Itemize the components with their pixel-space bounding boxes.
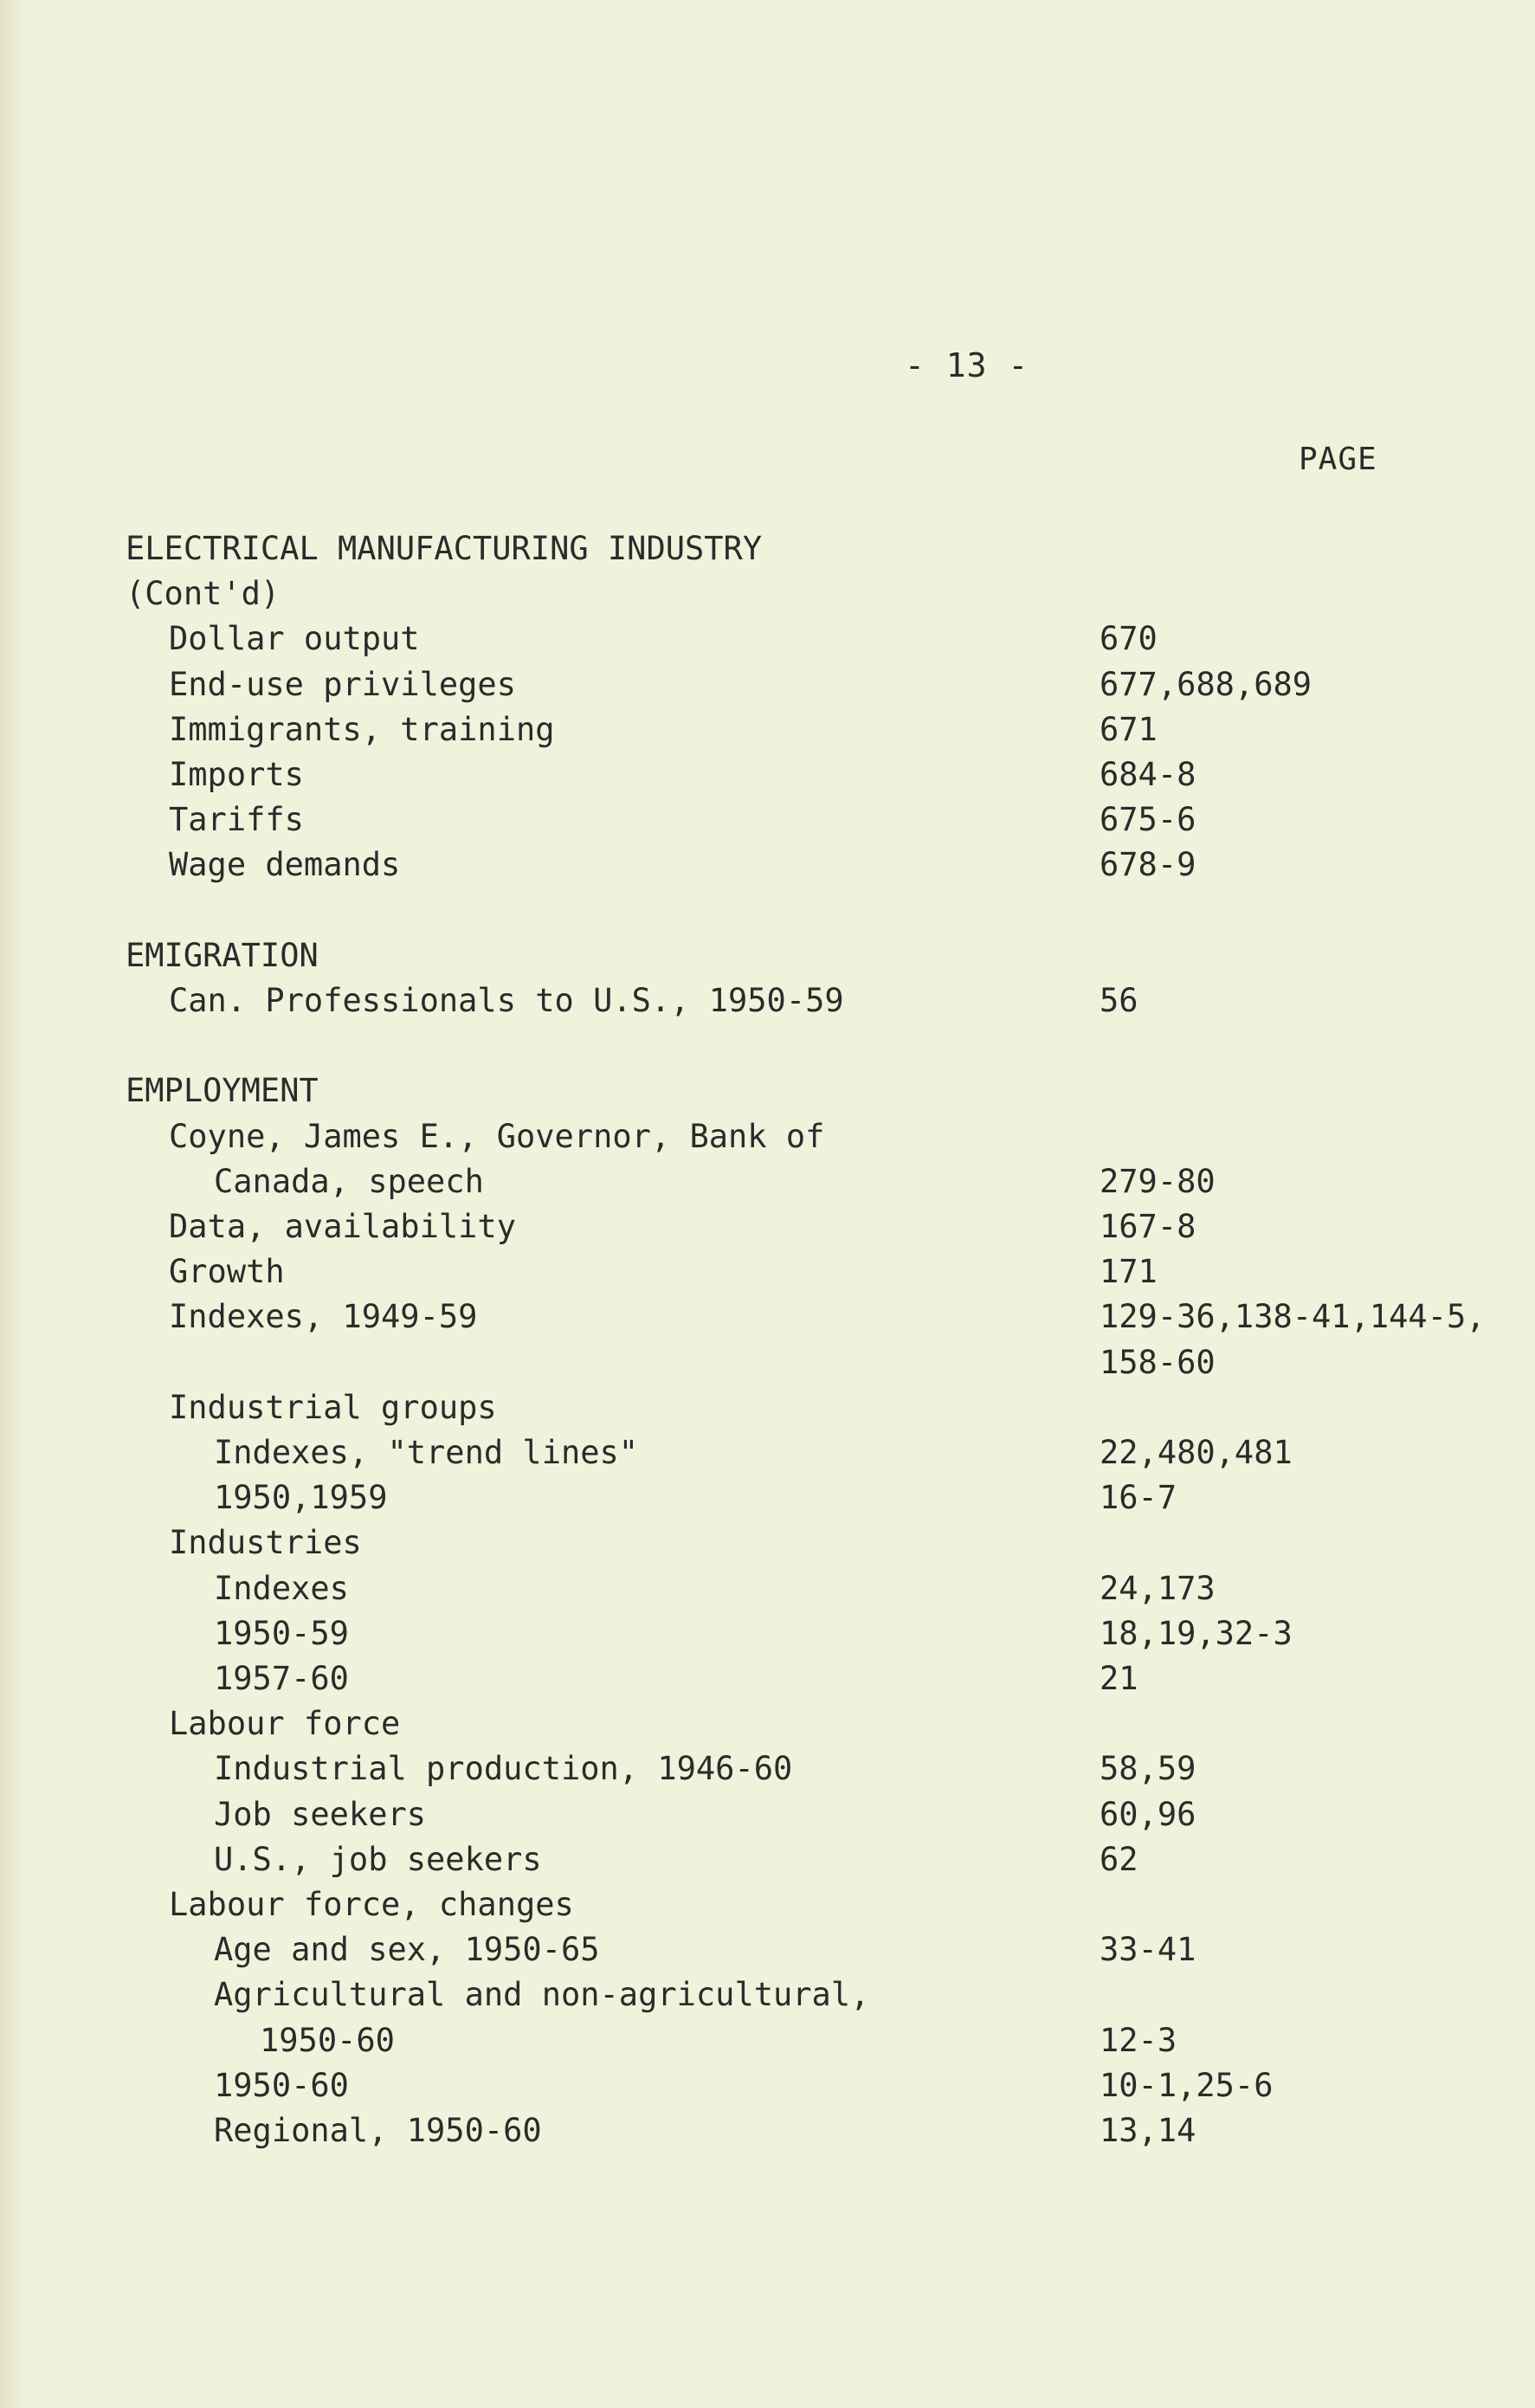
index-term: 1950-60 xyxy=(260,2022,395,2059)
index-entry xyxy=(0,1566,1535,1611)
index-entry xyxy=(0,1068,1535,1114)
index-entry xyxy=(0,1746,1535,1791)
index-entry xyxy=(0,571,1535,617)
index-term: Industrial groups xyxy=(169,1389,497,1426)
index-page-refs: 12-3 xyxy=(1100,2022,1177,2059)
index-entry xyxy=(0,1385,1535,1430)
index-page-refs: 24,173 xyxy=(1100,1570,1216,1607)
index-term: End-use privileges xyxy=(169,666,516,703)
index-page-refs: 22,480,481 xyxy=(1100,1434,1293,1471)
index-page-refs: 678-9 xyxy=(1100,846,1196,883)
index-entry xyxy=(0,1159,1535,1204)
index-term: 1957-60 xyxy=(214,1660,349,1697)
index-page-refs: 670 xyxy=(1100,620,1158,657)
index-term: Coyne, James E., Governor, Bank of xyxy=(169,1118,825,1155)
index-entry xyxy=(0,842,1535,888)
index-term: 1950-60 xyxy=(214,2067,349,2104)
index-term: Indexes xyxy=(214,1570,349,1607)
index-entry xyxy=(0,1656,1535,1701)
index-entry xyxy=(0,1792,1535,1837)
index-page-refs: 18,19,32-3 xyxy=(1100,1615,1293,1652)
index-term: Can. Professionals to U.S., 1950-59 xyxy=(169,982,844,1019)
index-term: EMPLOYMENT xyxy=(126,1072,319,1109)
index-term: U.S., job seekers xyxy=(214,1841,542,1878)
index-entry xyxy=(0,1294,1535,1340)
index-page-refs: 60,96 xyxy=(1100,1796,1196,1833)
index-page-refs: 16-7 xyxy=(1100,1479,1177,1516)
index-term: Data, availability xyxy=(169,1208,516,1245)
index-entry xyxy=(0,888,1535,933)
index-term: 1950,1959 xyxy=(214,1479,388,1516)
index-term: ELECTRICAL MANUFACTURING INDUSTRY xyxy=(126,530,763,567)
index-entry xyxy=(0,1204,1535,1249)
index-page-refs: 33-41 xyxy=(1100,1931,1196,1968)
index-term: Industrial production, 1946-60 xyxy=(214,1750,793,1787)
index-term: Agricultural and non-agricultural, xyxy=(214,1976,870,2013)
index-entry xyxy=(0,797,1535,842)
page-column-label: PAGE xyxy=(1299,442,1377,477)
index-term: Canada, speech xyxy=(214,1163,484,1200)
index-entry xyxy=(0,662,1535,707)
index-term: Indexes, "trend lines" xyxy=(214,1434,639,1471)
index-entry xyxy=(0,1701,1535,1746)
index-entry xyxy=(0,752,1535,797)
index-page-refs: 279-80 xyxy=(1100,1163,1216,1200)
index-term: Industries xyxy=(169,1524,362,1561)
index-term: Immigrants, training xyxy=(169,711,555,748)
index-entry xyxy=(0,2063,1535,2108)
index-term: Imports xyxy=(169,756,304,793)
index-term: Age and sex, 1950-65 xyxy=(214,1931,600,1968)
index-term: Regional, 1950-60 xyxy=(214,2112,542,2149)
index-entry xyxy=(0,1340,1535,1385)
index-page-refs: 56 xyxy=(1100,982,1138,1019)
index-entry xyxy=(0,1972,1535,2017)
index-entry xyxy=(0,1520,1535,1566)
index-page-refs: 158-60 xyxy=(1100,1344,1216,1381)
index-term: 1950-59 xyxy=(214,1615,349,1652)
index-page-refs: 684-8 xyxy=(1100,756,1196,793)
index-term: Growth xyxy=(169,1253,285,1290)
index-term: Labour force, changes xyxy=(169,1886,574,1923)
index-term: Wage demands xyxy=(169,846,401,883)
index-entry xyxy=(0,1837,1535,1882)
index-entry xyxy=(0,1927,1535,1972)
index-entry xyxy=(0,1023,1535,1068)
index-term: Indexes, 1949-59 xyxy=(169,1298,478,1335)
index-page-refs: 675-6 xyxy=(1100,801,1196,838)
index-term: Dollar output xyxy=(169,620,420,657)
index-entry xyxy=(0,617,1535,662)
index-entry xyxy=(0,1249,1535,1294)
index-entry xyxy=(0,1611,1535,1656)
index-term: EMIGRATION xyxy=(126,937,319,974)
index-term: (Cont'd) xyxy=(126,575,281,612)
index-entry xyxy=(0,526,1535,571)
index-page-refs: 671 xyxy=(1100,711,1158,748)
index-term: Tariffs xyxy=(169,801,304,838)
index-entry xyxy=(0,1475,1535,1520)
index-page-refs: 677,688,689 xyxy=(1100,666,1312,703)
index-page-refs: 13,14 xyxy=(1100,2112,1196,2149)
index-page-refs: 58,59 xyxy=(1100,1750,1196,1787)
index-entry xyxy=(0,1114,1535,1159)
index-entry xyxy=(0,1430,1535,1475)
index-entry xyxy=(0,978,1535,1023)
index-page-refs: 167-8 xyxy=(1100,1208,1196,1245)
index-page-refs: 10-1,25-6 xyxy=(1100,2067,1274,2104)
index-page-refs: 171 xyxy=(1100,1253,1158,1290)
index-entry xyxy=(0,933,1535,978)
index-page-refs: 21 xyxy=(1100,1660,1138,1697)
index-entry xyxy=(0,2108,1535,2153)
index-entry xyxy=(0,2018,1535,2063)
index-term: Labour force xyxy=(169,1705,401,1742)
index-entry xyxy=(0,707,1535,752)
index-term: Job seekers xyxy=(214,1796,427,1833)
index-entry xyxy=(0,1882,1535,1927)
index-page-refs: 129-36,138-41,144-5, xyxy=(1100,1298,1486,1335)
index-page-refs: 62 xyxy=(1100,1841,1138,1878)
page-number: - 13 - xyxy=(905,346,1029,384)
